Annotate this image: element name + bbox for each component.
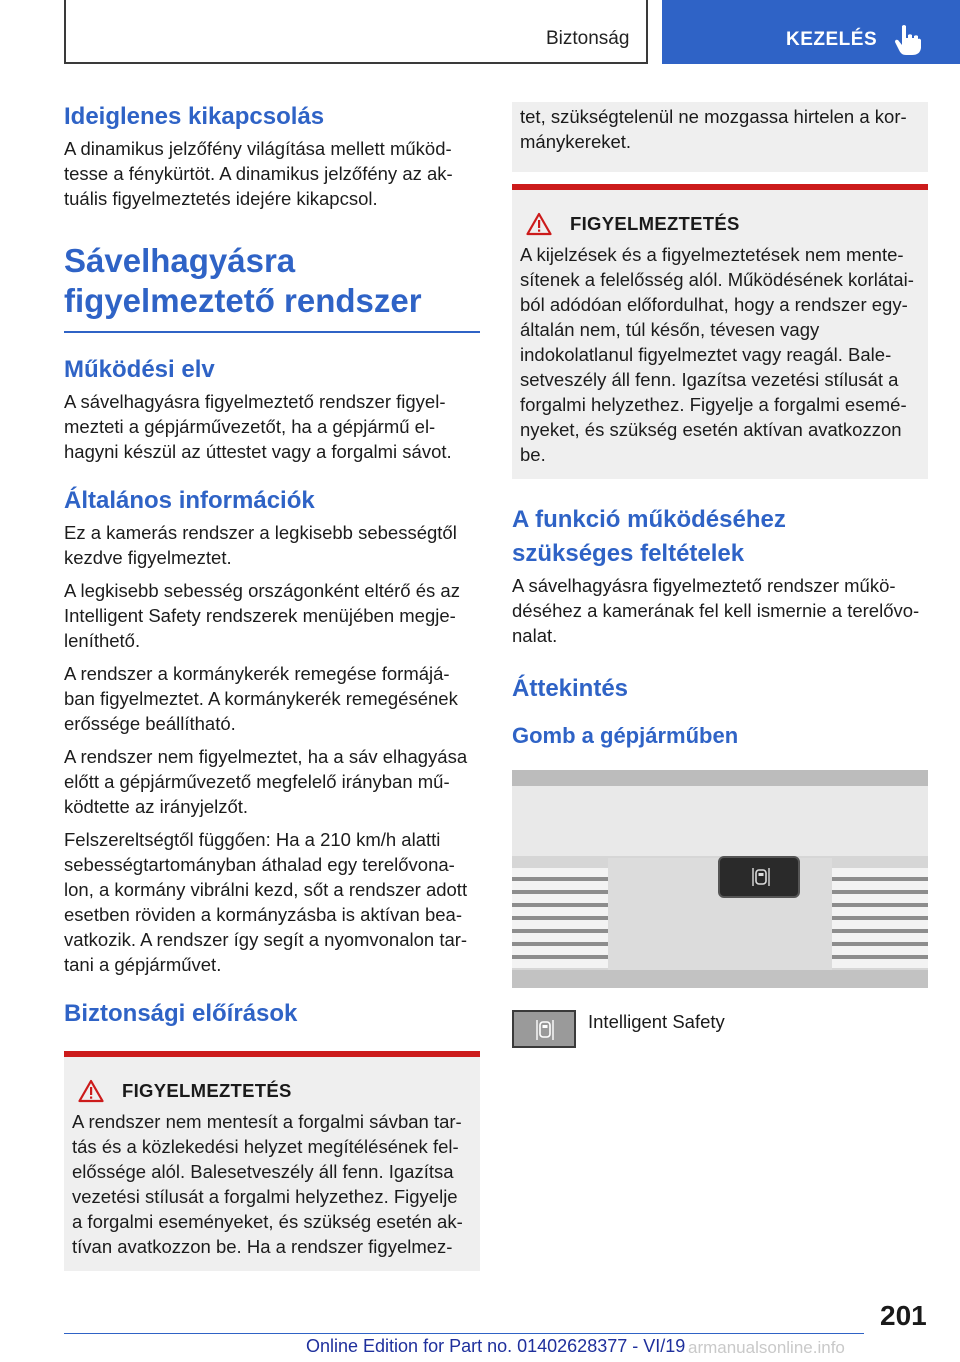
general-text-5: Felszereltségtől függően: Ha a 210 km/h alatti sebességtartományban áthalad egy terelővona-lon, a kormány vibrálni kezd, sőt a rendszer adott esetben röviden a kormányzásba is aktívan bea-vatkozik. A rendszer így segít a nyomvonalon tar-tani a gépjárművet. (64, 829, 468, 975)
footer-rule (64, 1333, 864, 1334)
air-vent-left (512, 868, 612, 968)
warning-triangle-icon (526, 212, 552, 236)
header-section-title: Biztonság (546, 28, 630, 49)
warning-1-continued: tet, szükségtelenül ne mozgassa hirtelen a kor-mánykereket. (512, 102, 928, 172)
requirements-text: A sávelhagyásra figyelmeztető rendszer műkö-déséhez a kamerának fel kell ismernie a terelővo-nalat. (512, 575, 920, 646)
footer-edition: Online Edition for Part no. 01402628377 - VI/19 (306, 1336, 686, 1356)
warning-2-text: A kijelzések és a figyelmeztetések nem mente-sítenek a felelősség alól. Működésének korlátai-ból adódóan előfordulhat, hogy a rendszer egy-általán nem, túl későn, tévesen vagy indokolatlanul figyelmeztet vagy reagál. Bale-setveszély áll fenn. Igazítsa vezetési stílusát a forgalmi helyzethez. Figyelje a forgalmi esemé-nyeket, és szükség esetén aktívan avatkozzon be. (520, 244, 914, 465)
section-title-safety: Biztonsági előírások (64, 1000, 298, 1027)
intelligent-safety-button (718, 856, 800, 898)
vehicle-button-photo (512, 770, 928, 988)
button-legend (512, 1010, 928, 1048)
section-title-overview: Áttekintés (512, 675, 629, 702)
warning-box-2 (512, 184, 928, 479)
air-vent-right (828, 868, 928, 968)
section-title-principle: Működési elv (64, 356, 215, 383)
warning-2-title: FIGYELMEZTETÉS (570, 213, 740, 234)
chapter-title-rule (64, 331, 480, 333)
general-text-3: A rendszer a kormánykerék remegése formájá-ban figyelmeztet. A kormánykerék remegésének erőssége beállítható. (64, 663, 458, 734)
warning-box-1 (64, 1051, 480, 1271)
general-text-4: A rendszer nem figyelmeztet, ha a sáv elhagyása előtt a gépjárművezető megfelelő irányban mű-ködtette az irányjelzőt. (64, 746, 468, 817)
general-text-1: Ez a kamerás rendszer a legkisebb sebességtől kezdve figyelmeztet. (64, 522, 457, 568)
section-title-general: Általános információk (64, 487, 315, 514)
section-title-temporary-off: Ideiglenes kikapcsolás (64, 103, 325, 130)
button-legend-label: Intelligent Safety (588, 1011, 725, 1032)
chapter-title-line1: Sávelhagyásra (64, 242, 296, 279)
general-text-2: A legkisebb sebesség országonként eltérő és az Intelligent Safety rendszerek menüjében megje-leníthető. (64, 580, 460, 651)
header-tab-label[interactable]: KEZELÉS (786, 29, 878, 50)
warning-triangle-icon (78, 1079, 104, 1103)
chapter-title-line2: figyelmeztető rendszer (64, 282, 422, 319)
hand-pointer-icon (893, 24, 923, 56)
section-title-requirements-line1: A funkció működéséhez (512, 506, 786, 533)
intelligent-safety-key-icon (512, 1010, 576, 1048)
right-column (512, 102, 928, 1048)
temporary-off-text: A dinamikus jelzőfény világítása mellett működ-tesse a fénykürtöt. A dinamikus jelzőfény az ak-tuális figyelmeztetés idejére kikapcsol. (64, 138, 453, 209)
warning-1-text: A rendszer nem mentesít a forgalmi sávban tar-tás és a közlekedési helyzet megítélésének fel-előssége alól. Balesetveszély áll fenn. Igazítsa vezetési stílusát a forgalmi helyzethez. Figyelje a forgalmi eseményeket, és szükség esetén ak-tívan avatkozzon be. Ha a rendszer figyelmez- (72, 1111, 463, 1257)
section-title-requirements-line2: szükséges feltételek (512, 540, 745, 567)
warning-1-title: FIGYELMEZTETÉS (122, 1080, 292, 1101)
subsection-title-button: Gomb a gépjárműben (512, 723, 739, 748)
left-column (64, 102, 480, 1271)
footer-watermark: armanualsonline.info (688, 1338, 845, 1357)
principle-text: A sávelhagyásra figyelmeztető rendszer figyel-mezteti a gépjárművezetőt, ha a gépjármű el-hagyni készül az úttestet vagy a forgalmi sávot. (64, 391, 452, 462)
page-number: 201 (880, 1300, 927, 1331)
lane-car-icon (752, 867, 770, 887)
